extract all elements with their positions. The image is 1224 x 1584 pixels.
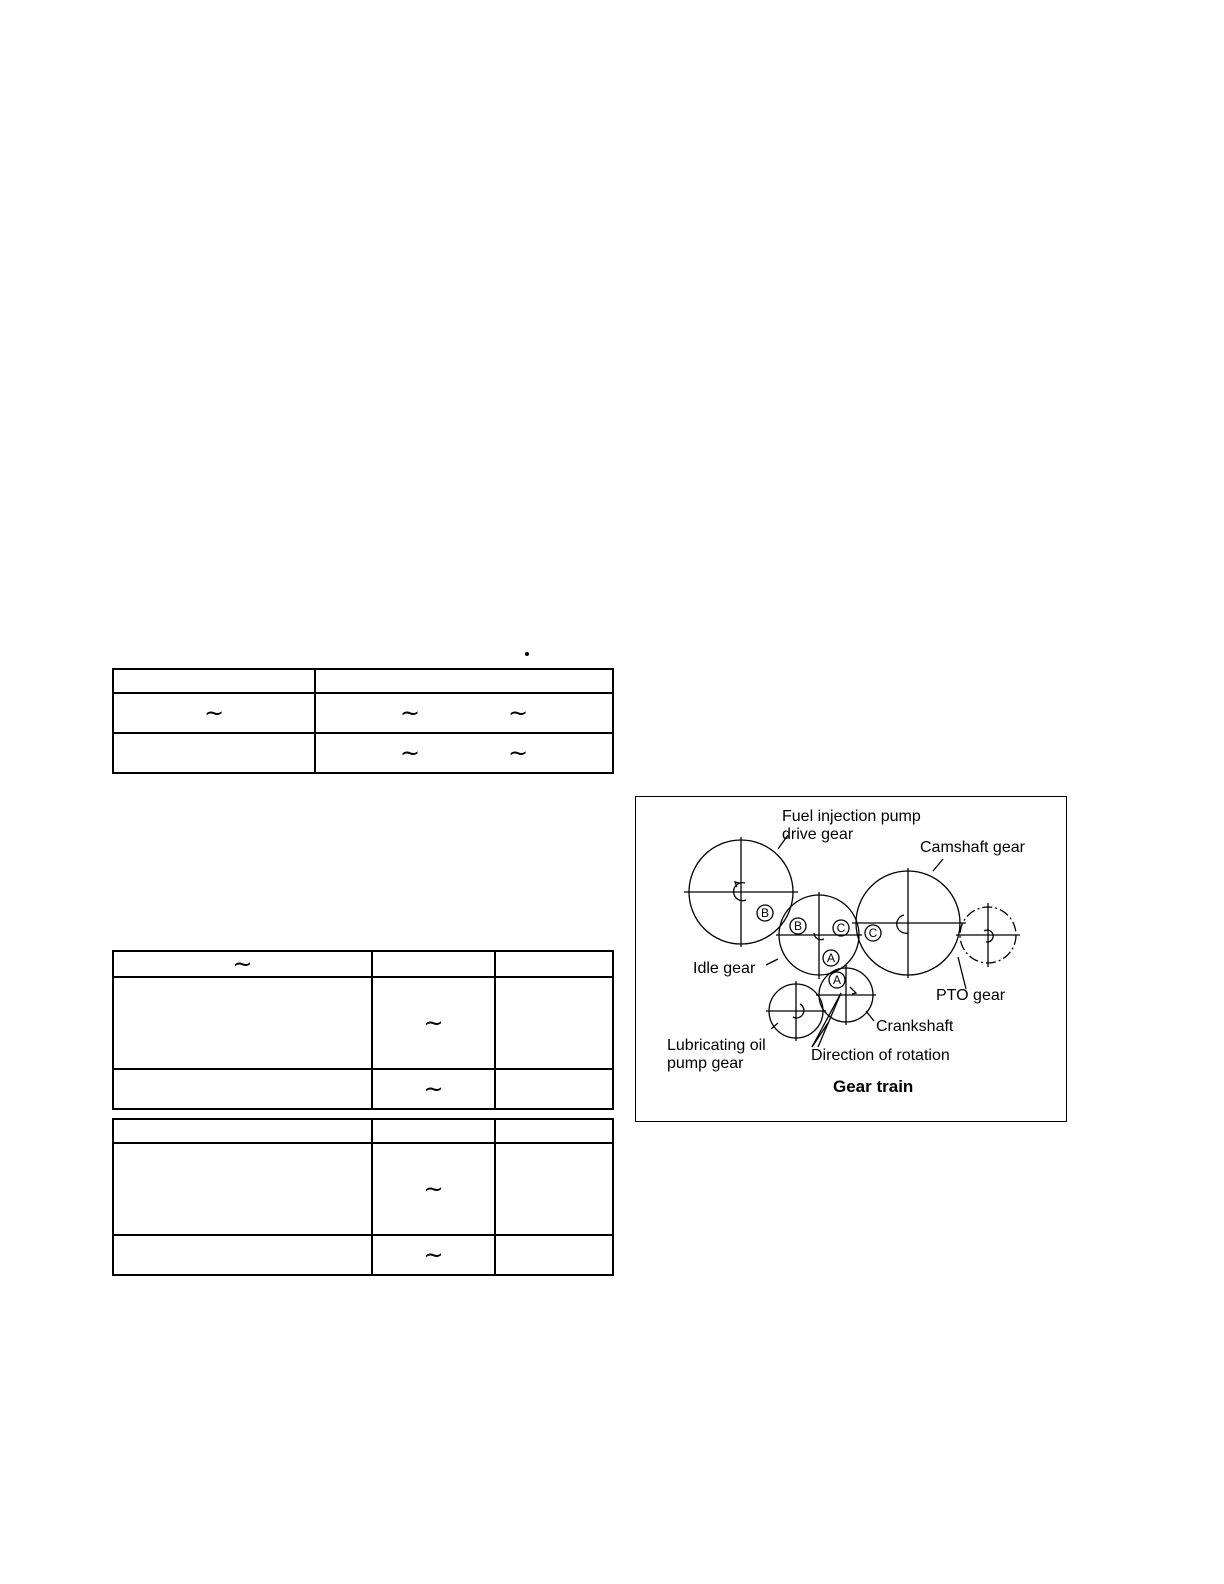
label-fuel-pump-1: Fuel injection pump xyxy=(782,808,921,825)
mark-a-2: A xyxy=(832,973,842,987)
fuel-pump-gear xyxy=(684,837,798,947)
mark-b-2: B xyxy=(793,919,803,933)
t2-header-3 xyxy=(495,951,613,977)
t1-r1-c1: ~ xyxy=(113,693,315,733)
mark-c-2: C xyxy=(868,926,878,940)
t3-r1-c1 xyxy=(113,1143,372,1235)
spec-table-1 xyxy=(112,668,614,774)
t3-header-3 xyxy=(495,1119,613,1143)
spec-table-3 xyxy=(112,1118,614,1276)
t2-r1-c2: ~ xyxy=(372,977,495,1069)
t2-header-1: ~ xyxy=(113,951,372,977)
figure-caption: Gear train xyxy=(833,1077,914,1096)
t3-header-1 xyxy=(113,1119,372,1143)
pto-gear xyxy=(956,903,1020,967)
t3-header-2 xyxy=(372,1119,495,1143)
t2-header-2 xyxy=(372,951,495,977)
t3-r2-c3 xyxy=(495,1235,613,1275)
mark-b-1: B xyxy=(760,906,770,920)
t3-r1-c2: ~ xyxy=(372,1143,495,1235)
t2-r1-c1 xyxy=(113,977,372,1069)
gear-train-figure xyxy=(635,796,1067,1122)
label-lube-2: pump gear xyxy=(667,1055,744,1072)
t2-r2-c3 xyxy=(495,1069,613,1109)
mark-c-1: C xyxy=(836,921,846,935)
lube-pump-gear xyxy=(766,981,826,1041)
t1-header-2 xyxy=(315,669,613,693)
t2-r2-c2: ~ xyxy=(372,1069,495,1109)
t1-r2-c2a: ~ xyxy=(399,739,421,767)
label-fuel-pump-2: drive gear xyxy=(782,826,854,843)
stray-dot xyxy=(525,652,529,656)
t3-r1-c3 xyxy=(495,1143,613,1235)
t3-r2-c2: ~ xyxy=(372,1235,495,1275)
t1-r1-c2b: ~ xyxy=(507,699,529,727)
t1-r1-c2 xyxy=(315,693,613,733)
label-crankshaft: Crankshaft xyxy=(876,1018,954,1035)
t1-r2-c2b: ~ xyxy=(507,739,529,767)
label-direction: Direction of rotation xyxy=(811,1047,950,1064)
gear-train-diagram xyxy=(636,797,1068,1123)
label-lube-1: Lubricating oil xyxy=(667,1037,766,1054)
t1-r1-c2a: ~ xyxy=(399,699,421,727)
idle-gear xyxy=(776,892,862,979)
label-camshaft: Camshaft gear xyxy=(920,839,1025,856)
mark-a-1: A xyxy=(826,951,836,965)
t3-r2-c1 xyxy=(113,1235,372,1275)
t2-r2-c1 xyxy=(113,1069,372,1109)
camshaft-gear xyxy=(852,868,966,978)
t1-r2-c2 xyxy=(315,733,613,773)
label-pto: PTO gear xyxy=(936,987,1006,1004)
label-idle: Idle gear xyxy=(693,960,756,977)
t1-r2-c1 xyxy=(113,733,315,773)
t2-r1-c3 xyxy=(495,977,613,1069)
spec-table-2 xyxy=(112,950,614,1110)
t1-header-1 xyxy=(113,669,315,693)
